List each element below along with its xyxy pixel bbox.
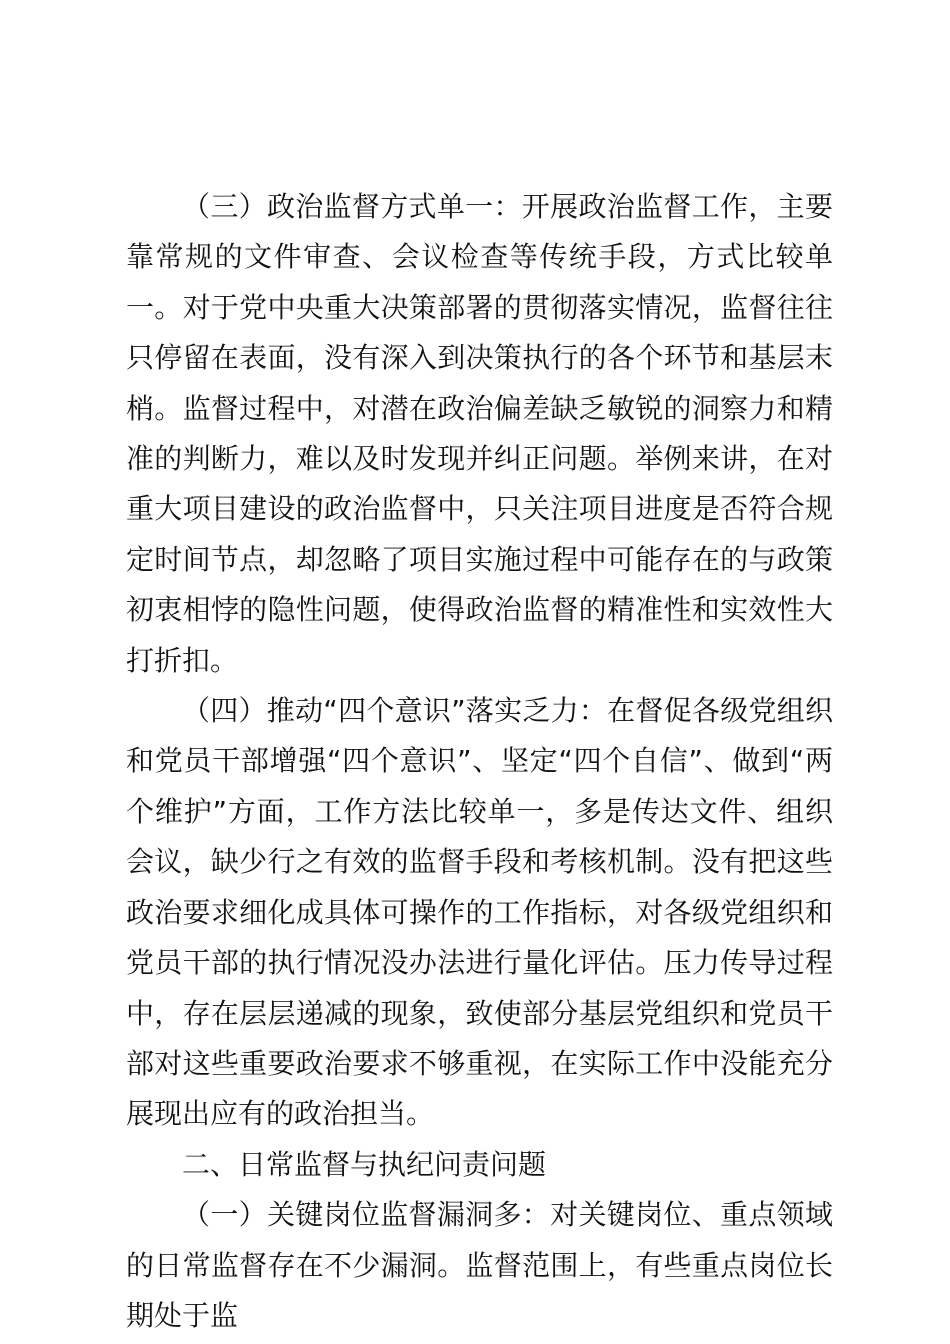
paragraph-key-positions-supervision: （一）关键岗位监督漏洞多：对关键岗位、重点领域的日常监督存在不少漏洞。监督范围上，有些重点岗位长期处于监 bbox=[126, 1198, 833, 1332]
document-body bbox=[126, 182, 833, 1341]
paragraph-political-supervision-method: （三）政治监督方式单一：开展政治监督工作，主要靠常规的文件审查、会议检查等传统手段，方式比较单一。对于党中央重大决策部署的贯彻落实情况，监督往往只停留在表面，没有深入到决策执行的各个环节和基层末梢。监督过程中，对潜在政治偏差缺乏敏锐的洞察力和精准的判断力，难以及时发现并纠正问题。举例来讲，在对重大项目建设的政治监督中，只关注项目进度是否符合规定时间节点，却忽略了项目实施过程中可能存在的与政策初衷相悖的隐性问题，使得政治监督的精准性和实效性大打折扣。 bbox=[126, 190, 833, 677]
paragraph-four-consciousness: （四）推动“四个意识”落实乏力：在督促各级党组织和党员干部增强“四个意识”、坚定“四个自信”、做到“两个维护”方面，工作方法比较单一，多是传达文件、组织会议，缺少行之有效的监督手段和考核机制。没有把这些政治要求细化成具体可操作的工作指标，对各级党组织和党员干部的执行情况没办法进行量化评估。压力传导过程中，存在层层递减的现象，致使部分基层党组织和党员干部对这些重要政治要求不够重视，在实际工作中没能充分展现出应有的政治担当。 bbox=[126, 694, 833, 1131]
section-heading: 二、日常监督与执纪问责问题 bbox=[182, 1147, 547, 1181]
